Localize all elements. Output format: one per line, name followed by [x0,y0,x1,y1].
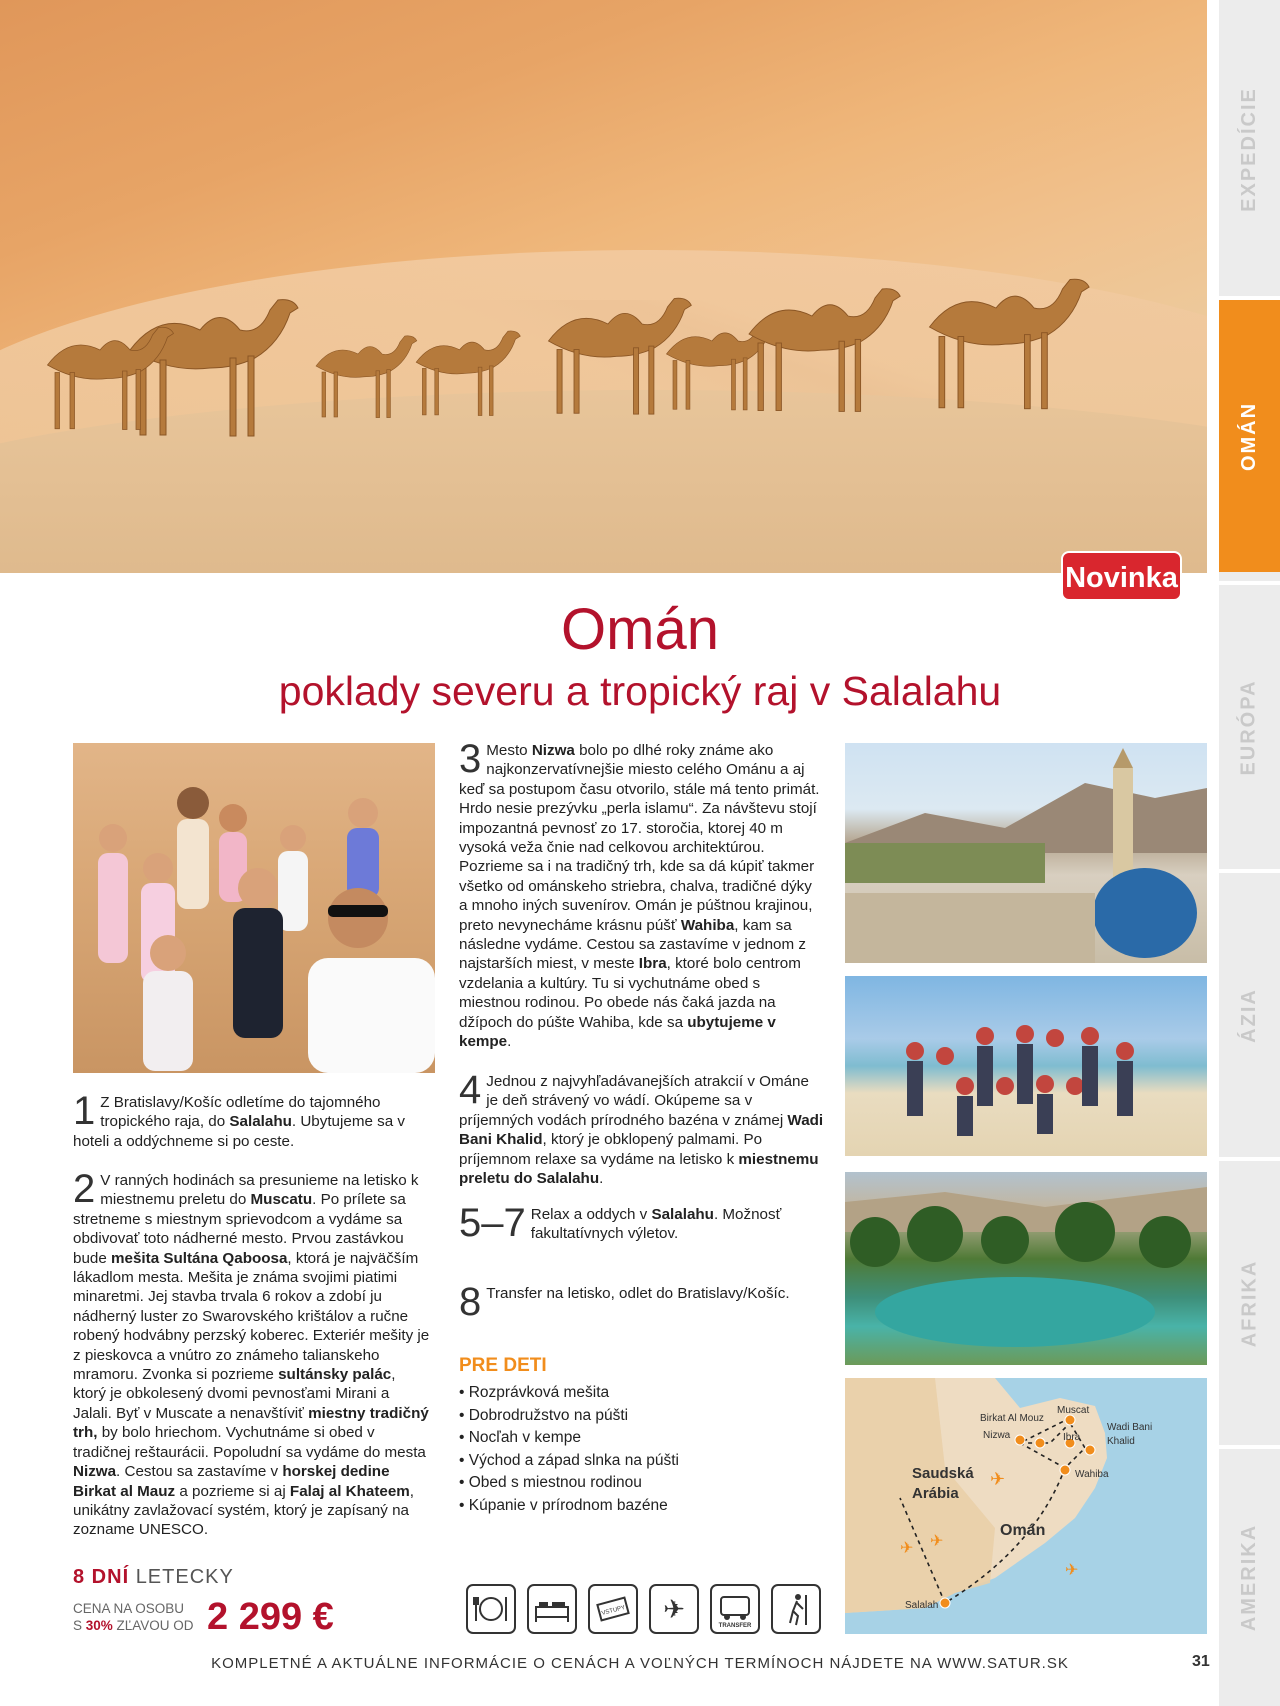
list-item: • Nocľah v kempe [459,1427,679,1450]
day-3-text: 3 Mesto Nizwa bolo po dlhé roky známe ako najkonzervatívnejšie miesto celého Ománu a aj keď sa postupom času otvorilo, stále má tento primát. Hrdo nesie prezývku „perla islamu“. Za návštevu stojí impozantná pevnosť zo 17. storočia, ktorej 40 m vysoká veža čnie nad celkovou architektúrou. Pozrieme sa i na tradičný trh, kde sa dá kúpiť takmer všetko od ománskeho striebra, chalva, tradičné dýky a mnoho iných suvenírov. Omán je púštnou krajinou, preto nevynecháme krásnu púšť Wahiba, kam sa následne vydáme. Cestou sa zastavíme v jednom z najstarších miest, v meste Ibra, ktoré bolo centrom vzdelania a kultúry. Tu si vychutnáme obed s miestnou rodinou. Po obede nás čaká jazda na džípoch do púšte Wahiba, kde sa ubytujeme v kempe. [459,737,820,1051]
map-label-ibra: Ibra [1063,1432,1081,1443]
map-label-saudi: Arábia [912,1485,959,1502]
list-item: • Východ a západ slnka na púšti [459,1450,679,1473]
side-tab-afrika[interactable] [1219,1161,1280,1445]
side-tab-label: ÁZIA [1237,987,1260,1043]
svg-text:✈: ✈ [900,1540,914,1557]
photo-family-desert [73,743,435,1073]
side-tab-label: AFRIKA [1238,1259,1261,1347]
map-label-wadi: Wadi Bani [1107,1422,1153,1433]
price-amount: 2 299 € [207,1596,334,1638]
ticket-icon [588,1584,638,1634]
map-label-oman: Omán [1000,1522,1046,1539]
side-tab-azia[interactable] [1219,873,1280,1157]
map-label-salalah: Salalah [905,1600,939,1611]
page-title: Omán [561,597,719,662]
map-marker-birkat [1035,1438,1045,1448]
kids-section-title: PRE DETI [459,1355,547,1376]
photo-wadi-bani-khalid [845,1172,1207,1365]
wadi-illustration [845,1172,1207,1365]
list-item: • Kúpanie v prírodnom bazéne [459,1495,679,1518]
bed-icon [527,1584,577,1634]
trip-length: 8 DNÍ LETECKY [73,1566,234,1588]
services-icons [466,1584,821,1634]
mosque-illustration [845,743,1207,963]
page-number: 31 [1192,1653,1210,1670]
kids-list [459,1382,679,1517]
map-label-birkat: Birkat Al Mouz [980,1413,1044,1424]
side-tab-oman[interactable] [1219,300,1280,572]
day-number: 3 [459,737,482,781]
price-label: CENA NA OSOBU S 30% ZĽAVOU OD [73,1601,194,1633]
map-marker-muscat [1065,1415,1075,1425]
map-marker-nizwa [1015,1435,1025,1445]
day-number: 4 [459,1068,482,1112]
side-tab-expedicie[interactable] [1219,0,1280,298]
day-2-text: 2 V ranných hodinách sa presunieme na letisko k miestnemu preletu do Muscatu. Po prílete sa stretneme s miestnym sprievodcom a vydáme sa obdivovať toto nádherné mesto. Prvou zastávkou bude mešita Sultána Qaboosa, ktorá je najväčším lákadlom mesta. Mešita je známa svojimi piatimi minaretmi. Jej stavba trvala 6 rokov a zdobí ju nádherný luster zo Swarovského krištálov a ručne robený hodvábny perzský koberec. Exteriér mešity je z pieskovca a vnútro zo známeho talianskeho mramoru. Zvonka si pozrieme sultánsky palác, ktorý je obkolesený dvomi pevnosťami Mirani a Jalali. Byť v Muscate a nenavštíviť miestny tradičný trh, by bolo hriechom. Vychutnáme si obed v tradičnej reštaurácii. Popoludní sa vydáme do mesta Nizwa. Cestou sa zastavíme v horskej dedine Birkat al Mauz a pozrieme si aj Falaj al Khateem, unikátny zavlažovací systém, ktorý je zapísaný na zozname UNESCO. [73,1167,430,1539]
new-badge: Novinka [1061,551,1182,601]
transfer-label: TRANSFER [718,1623,752,1629]
side-tab-label: OMÁN [1238,401,1261,471]
photo-nizwa-mosque [845,743,1207,963]
route-map-svg [845,1378,1207,1634]
svg-text:✈: ✈ [930,1533,944,1550]
map-label-saudi: Saudská [912,1465,974,1482]
ticket-label: VSTUPY [601,1604,626,1617]
group-illustration [845,976,1207,1156]
map-label-wadi: Khalid [1107,1436,1135,1447]
list-item: • Dobrodružstvo na púšti [459,1405,679,1428]
family-illustration [73,743,435,1073]
map-marker-wadi [1085,1445,1095,1455]
meals-icon [466,1584,516,1634]
day-number: 8 [459,1280,482,1324]
day-number: 1 [73,1089,96,1133]
footer-info: KOMPLETNÉ A AKTUÁLNE INFORMÁCIE O CENÁCH A VOĽNÝCH TERMÍNOCH NÁJDETE NA WWW.SATUR.SK [211,1655,1069,1672]
day-number: 5–7 [459,1201,526,1245]
svg-text:✈: ✈ [1065,1562,1079,1579]
day-8-text: 8 Transfer na letisko, odlet do Bratislavy/Košíc. [459,1280,790,1324]
day-number: 2 [73,1167,96,1211]
map-marker-salalah [940,1598,950,1608]
map-label-muscat: Muscat [1057,1405,1090,1416]
list-item: • Obed s miestnou rodinou [459,1472,679,1495]
side-tab-label: EURÓPA [1238,678,1260,776]
svg-text:✈: ✈ [990,1469,1006,1489]
day-4-text: 4 Jednou z najvyhľadávanejších atrakcií v Ománe je deň strávený vo wádí. Okúpeme sa v príjemných vodách prírodného bazéna v známej Wadi Bani Khalid, ktorý je obklopený palmami. Po príjemnom relaxe sa vydáme na letisko k miestnemu preletu do Salalahu. [459,1068,824,1188]
photo-group-beach [845,976,1207,1156]
list-item: • Rozprávková mešita [459,1382,679,1405]
map-marker-wahiba [1060,1465,1070,1475]
page-subtitle: poklady severu a tropický raj v Salalahu [278,668,1002,714]
camel-caravan-illustration [40,270,1140,470]
map-label-nizwa: Nizwa [983,1430,1011,1441]
bus-icon [710,1584,760,1634]
map-label-wahiba: Wahiba [1075,1469,1109,1480]
hiking-icon [771,1584,821,1634]
svg-text:✈: ✈ [663,1595,685,1625]
day-1-text: 1 Z Bratislavy/Košíc odletíme do tajomného tropického raja, do Salalahu. Ubytujeme sa v hoteli a oddýchneme si po ceste. [73,1089,405,1150]
route-map [845,1378,1207,1634]
side-tab-label: EXPEDÍCIE [1238,86,1261,212]
day-5-7-text: 5–7 Relax a oddych v Salalahu. Možnosť fakultatívnych výletov. [459,1201,782,1245]
flight-icon [649,1584,699,1634]
side-tab-label: AMERIKA [1238,1523,1260,1632]
hero-photo-camels-desert [0,0,1207,573]
